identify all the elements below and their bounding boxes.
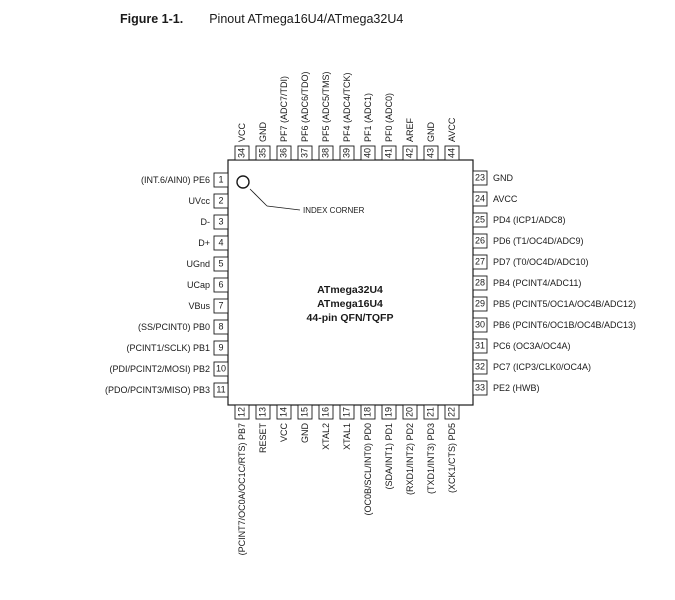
pin-29-number: 29 [474, 298, 486, 309]
pin-24-label: AVCC [493, 194, 518, 204]
pin-39 [340, 72, 354, 160]
pin-25 [473, 213, 566, 227]
pin-17-label: XTAL1 [342, 423, 352, 450]
pin-8-number: 8 [218, 321, 224, 332]
pin-24-number: 24 [474, 193, 486, 204]
pin-31 [473, 339, 571, 353]
pin-10 [109, 362, 228, 376]
pin-6 [187, 278, 228, 292]
pin-15-label: GND [300, 423, 310, 443]
pin-32 [473, 360, 591, 374]
pin-25-label: PD4 (ICP1/ADC8) [493, 215, 566, 225]
pin-44-number: 44 [446, 147, 457, 159]
pin-37-label: PF6 (ADC6/TDO) [300, 71, 310, 142]
pin-18-number: 18 [362, 406, 373, 418]
pin-43-label: GND [426, 122, 436, 142]
pin-24 [473, 192, 518, 206]
figure-number: Figure 1-1. [120, 12, 184, 26]
pin-11-number: 11 [216, 384, 226, 395]
pin-20-label: (RXD1/INT2) PD2 [405, 423, 415, 496]
pin-43 [424, 122, 438, 161]
pin-16-label: XTAL2 [321, 423, 331, 450]
pin-41-number: 41 [383, 147, 394, 159]
pin-40 [361, 93, 375, 160]
pin-27 [473, 255, 589, 269]
pin-20-number: 20 [404, 406, 415, 418]
pin-40-label: PF1 (ADC1) [363, 92, 373, 142]
pin-14 [277, 405, 291, 442]
pin-30 [473, 318, 636, 332]
pin-16 [319, 405, 333, 450]
pin-23-label: GND [493, 173, 513, 183]
pin-39-label: PF4 (ADC4/TCK) [342, 72, 352, 142]
pin-30-number: 30 [474, 319, 486, 330]
pin-28-number: 28 [474, 277, 486, 288]
pin-7-label: VBus [188, 301, 210, 311]
pin-1-number: 1 [218, 174, 224, 185]
pin-33 [473, 381, 540, 395]
pin-33-number: 33 [474, 382, 486, 393]
pin-15 [298, 405, 312, 443]
pin-8-label: (SS/PCINT0) PB0 [137, 322, 210, 332]
pin-34-number: 34 [236, 147, 247, 159]
pin-37-number: 37 [299, 147, 310, 159]
pin-2 [188, 194, 228, 208]
pin-13-number: 13 [257, 406, 268, 418]
pin-10-label: (PDI/PCINT2/MOSI) PB2 [109, 364, 210, 374]
pin-20 [403, 405, 417, 495]
pin-41-label: PF0 (ADC0) [384, 92, 394, 142]
pin-36-number: 36 [278, 147, 289, 159]
pin-19-label: (SDA/INT1) PD1 [384, 423, 394, 490]
pin-42-label: AREF [405, 117, 415, 142]
pin-40-number: 40 [362, 147, 373, 159]
pin-18-label: (OC0B/SCL/INT0) PD0 [363, 423, 373, 516]
pin-28 [473, 276, 581, 290]
pin-32-label: PC7 (ICP3/CLK0/OC4A) [493, 362, 592, 372]
pin-29 [473, 297, 636, 311]
pin-43-number: 43 [425, 147, 436, 159]
pin-5-number: 5 [218, 258, 224, 269]
pin-8 [138, 320, 228, 334]
pin-25-number: 25 [474, 214, 486, 225]
pin-12 [235, 405, 249, 555]
pin-30-label: PB6 (PCINT6/OC1B/OC4B/ADC13) [493, 320, 637, 330]
pin-1-label: (INT.6/AIN0) PE6 [140, 175, 210, 185]
pin-29-label: PB5 (PCINT5/OC1A/OC4B/ADC12) [493, 299, 637, 309]
pin-5 [186, 257, 228, 271]
pin-6-number: 6 [218, 279, 224, 290]
pin-11-label: (PDO/PCINT3/MISO) PB3 [104, 385, 210, 395]
pin-36 [277, 76, 291, 160]
pin-34 [235, 122, 249, 160]
pin-31-number: 31 [474, 340, 486, 351]
pin-10-number: 10 [215, 363, 227, 374]
pin-36-label: PF7 (ADC7/TDI) [279, 75, 289, 142]
pin-26-label: PD6 (T1/OC4D/ADC9) [493, 236, 584, 246]
pin-9-number: 9 [218, 342, 224, 353]
pin-26 [473, 234, 584, 248]
pin-35-label: GND [258, 122, 268, 142]
pin-38 [319, 71, 333, 160]
pin-18 [361, 405, 375, 516]
pin-42 [403, 117, 417, 160]
pin-37 [298, 71, 312, 160]
pin-13-label: RESET [258, 423, 268, 454]
pin-22 [445, 405, 459, 493]
pin-12-number: 12 [236, 406, 247, 418]
pin-13 [256, 405, 270, 453]
pin-15-number: 15 [299, 406, 310, 418]
pin-21-label: (TXD1/INT3) PD3 [426, 423, 436, 495]
pin-6-label: UCap [186, 280, 210, 290]
pin-3-number: 3 [218, 216, 224, 227]
pin-26-number: 26 [474, 235, 486, 246]
index-corner-label: INDEX CORNER [303, 206, 365, 215]
chip-body [228, 160, 473, 405]
chip-package: 44-pin QFN/TQFP [306, 312, 394, 324]
pin-28-label: PB4 (PCINT4/ADC11) [493, 278, 582, 288]
pin-27-number: 27 [474, 256, 486, 267]
pin-1 [141, 173, 228, 187]
pin-3-label: D- [200, 217, 210, 227]
pin-19 [382, 405, 396, 490]
pin-14-label: VCC [279, 423, 289, 443]
pin-22-number: 22 [446, 406, 457, 418]
figure-title: Pinout ATmega16U4/ATmega32U4 [209, 12, 404, 26]
chip-name-16u4: ATmega16U4 [317, 298, 383, 310]
pin-4-label: D+ [198, 238, 210, 248]
chip-name-32u4: ATmega32U4 [317, 284, 383, 296]
pin-33-label: PE2 (HWB) [493, 383, 540, 393]
pin-44 [445, 117, 459, 160]
pin-35 [256, 122, 270, 161]
pin-4-number: 4 [218, 237, 224, 248]
pin-9-label: (PCINT1/SCLK) PB1 [126, 343, 210, 353]
pin-23-number: 23 [474, 172, 486, 183]
pin-42-number: 42 [404, 147, 415, 159]
pin-12-label: (PCINT7/OC0A/OC1C/RTS) PB7 [237, 423, 247, 556]
pin-39-number: 39 [341, 147, 352, 159]
pin-38-number: 38 [320, 147, 331, 159]
pin-41 [382, 93, 396, 160]
pin-11 [105, 383, 228, 397]
pin-7-number: 7 [218, 300, 224, 311]
pin-17 [340, 405, 354, 450]
pin-38-label: PF5 (ADC5/TMS) [321, 71, 331, 142]
pin-7 [188, 299, 228, 313]
pin-16-number: 16 [320, 406, 331, 418]
pin-2-number: 2 [218, 195, 224, 206]
pin-2-label: UVcc [188, 196, 210, 206]
pin-3 [201, 215, 229, 229]
pin-34-label: VCC [237, 122, 247, 142]
pin-27-label: PD7 (T0/OC4D/ADC10) [493, 257, 589, 267]
pin-9 [126, 341, 228, 355]
pin-4 [198, 236, 228, 250]
pin-5-label: UGnd [186, 259, 210, 269]
pin-19-number: 19 [383, 406, 394, 418]
pin-17-number: 17 [341, 406, 352, 418]
pin-44-label: AVCC [447, 117, 457, 142]
pin-31-label: PC6 (OC3A/OC4A) [493, 341, 571, 351]
pin-21 [424, 405, 438, 494]
pin-32-number: 32 [474, 361, 486, 372]
pin-35-number: 35 [257, 147, 268, 159]
pin-22-label: (XCK1/CTS) PD5 [447, 423, 457, 494]
pin-14-number: 14 [278, 406, 289, 418]
pin-23 [473, 171, 514, 185]
pin-21-number: 21 [425, 406, 436, 418]
